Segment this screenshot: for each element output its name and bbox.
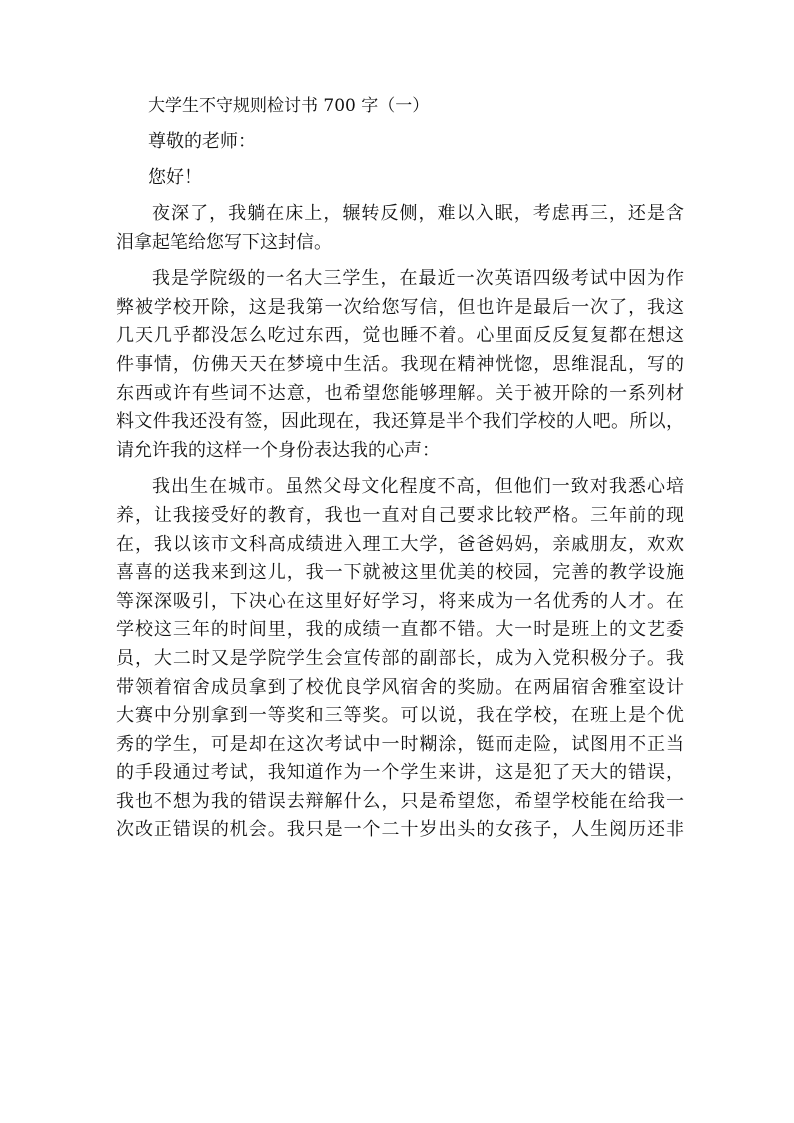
spacer [116, 465, 684, 473]
paragraph-1 [116, 200, 684, 257]
paragraph-line: 料文件我还没有签，因此现在，我还算是半个我们学校的人吧。所以， [116, 411, 684, 433]
paragraph-line: 几天几乎都没怎么吃过东西，觉也睡不着。心里面反反复复都在想这 [116, 325, 684, 347]
paragraph-line: 秀的学生，可是却在这次考试中一时糊涂，铤而走险，试图用不正当 [116, 733, 684, 755]
spacer [116, 156, 684, 164]
paragraph-line: 我也不想为我的错误去辩解什么，只是希望您，希望学校能在给我一 [116, 790, 684, 812]
document-body [116, 92, 684, 845]
document-title: 大学生不守规则检讨书 700 字（一） [148, 96, 430, 116]
paragraph-line: 我是学院级的一名大三学生，在最近一次英语四级考试中因为作 [152, 268, 684, 290]
paragraph-line: 次改正错误的机会。我只是一个二十岁出头的女孩子，人生阅历还非 [116, 819, 684, 841]
paragraph-2 [116, 265, 684, 465]
paragraph-line: 请允许我的这样一个身份表达我的心声： [116, 439, 440, 461]
paragraph-3 [116, 473, 684, 845]
spacer [116, 257, 684, 265]
greeting: 您好！ [148, 167, 202, 188]
salutation: 尊敬的老师： [148, 131, 256, 152]
paragraph-line: 夜深了，我躺在床上，辗转反侧，难以入眠，考虑再三，还是含 [152, 203, 684, 224]
spacer [116, 192, 684, 200]
paragraph-line: 带领着宿舍成员拿到了校优良学风宿舍的奖励。在两届宿舍雅室设计 [116, 676, 684, 698]
paragraph-line: 养，让我接受好的教育，我也一直对自己要求比较严格。三年前的现 [116, 504, 684, 526]
paragraph-line: 东西或许有些词不达意，也希望您能够理解。关于被开除的一系列材 [116, 382, 684, 404]
spacer [116, 120, 684, 128]
paragraph-line: 泪拿起笔给您写下这封信。 [116, 231, 332, 253]
paragraph-line: 员，大二时又是学院学生会宣传部的副部长，成为入党积极分子。我 [116, 647, 684, 669]
paragraph-line: 在，我以该市文科高成绩进入理工大学，爸爸妈妈，亲戚朋友，欢欢 [116, 533, 684, 555]
paragraph-line: 喜喜的送我来到这儿，我一下就被这里优美的校园，完善的教学设施 [116, 562, 684, 584]
paragraph-line: 的手段通过考试，我知道作为一个学生来讲，这是犯了天大的错误， [116, 762, 684, 784]
paragraph-line: 弊被学校开除，这是我第一次给您写信，但也许是最后一次了，我这 [116, 296, 684, 318]
paragraph-line: 大赛中分别拿到一等奖和三等奖。可以说，我在学校，在班上是个优 [116, 705, 684, 727]
paragraph-line: 我出生在城市。虽然父母文化程度不高，但他们一致对我悉心培 [152, 476, 684, 498]
paragraph-line: 等深深吸引，下决心在这里好好学习，将来成为一名优秀的人才。在 [116, 590, 684, 612]
paragraph-line: 件事情，仿佛天天在梦境中生活。我现在精神恍惚，思维混乱，写的 [116, 353, 684, 375]
paragraph-line: 学校这三年的时间里，我的成绩一直都不错。大一时是班上的文艺委 [116, 619, 684, 641]
